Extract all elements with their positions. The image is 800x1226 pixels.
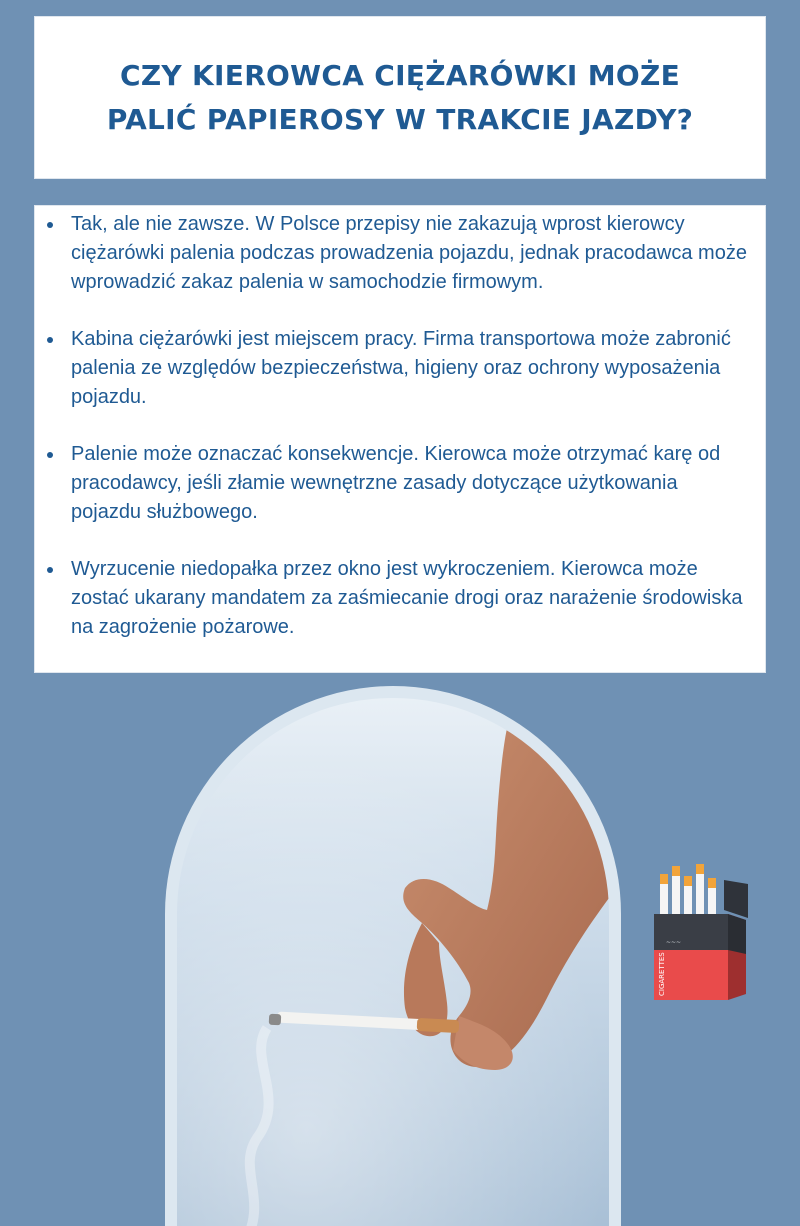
title-card	[34, 16, 766, 179]
page-title: CZY KIEROWCA CIĘŻARÓWKI MOŻE PALIĆ PAPIEROSY W TRAKCIE JAZDY?	[106, 58, 694, 136]
list-item: Tak, ale nie zawsze. W Polsce przepisy nie zakazują wprost kierowcy ciężarówki palenia podczas prowadzenia pojazdu, jednak pracodawca może wprowadzić zakaz palenia w samochodzie firmowym.	[71, 210, 749, 297]
hand-with-cigarette-photo	[177, 698, 609, 1226]
list-item: Palenie może oznaczać konsekwencje. Kierowca może otrzymać karę od pracodawcy, jeśli złamie wewnętrzne zasady dotyczące użytkowania pojazdu służbowego.	[71, 440, 749, 527]
svg-text:~~~: ~~~	[666, 939, 682, 946]
points-list	[35, 206, 765, 642]
cigarette-pack-icon	[650, 862, 754, 1002]
list-item: Wyrzucenie niedopałka przez okno jest wykroczeniem. Kierowca może zostać ukarany mandatem za zaśmiecanie drogi oraz narażenie środowiska na zagrożenie pożarowe.	[71, 555, 749, 642]
hand-illustration	[177, 698, 609, 1226]
pack-label: CIGARETTES	[658, 952, 666, 996]
points-card	[34, 205, 766, 673]
list-item: Kabina ciężarówki jest miejscem pracy. Firma transportowa może zabronić palenia ze względów bezpieczeństwa, higieny oraz ochrony wyposażenia pojazdu.	[71, 325, 749, 412]
photo-arch-frame	[165, 686, 621, 1226]
